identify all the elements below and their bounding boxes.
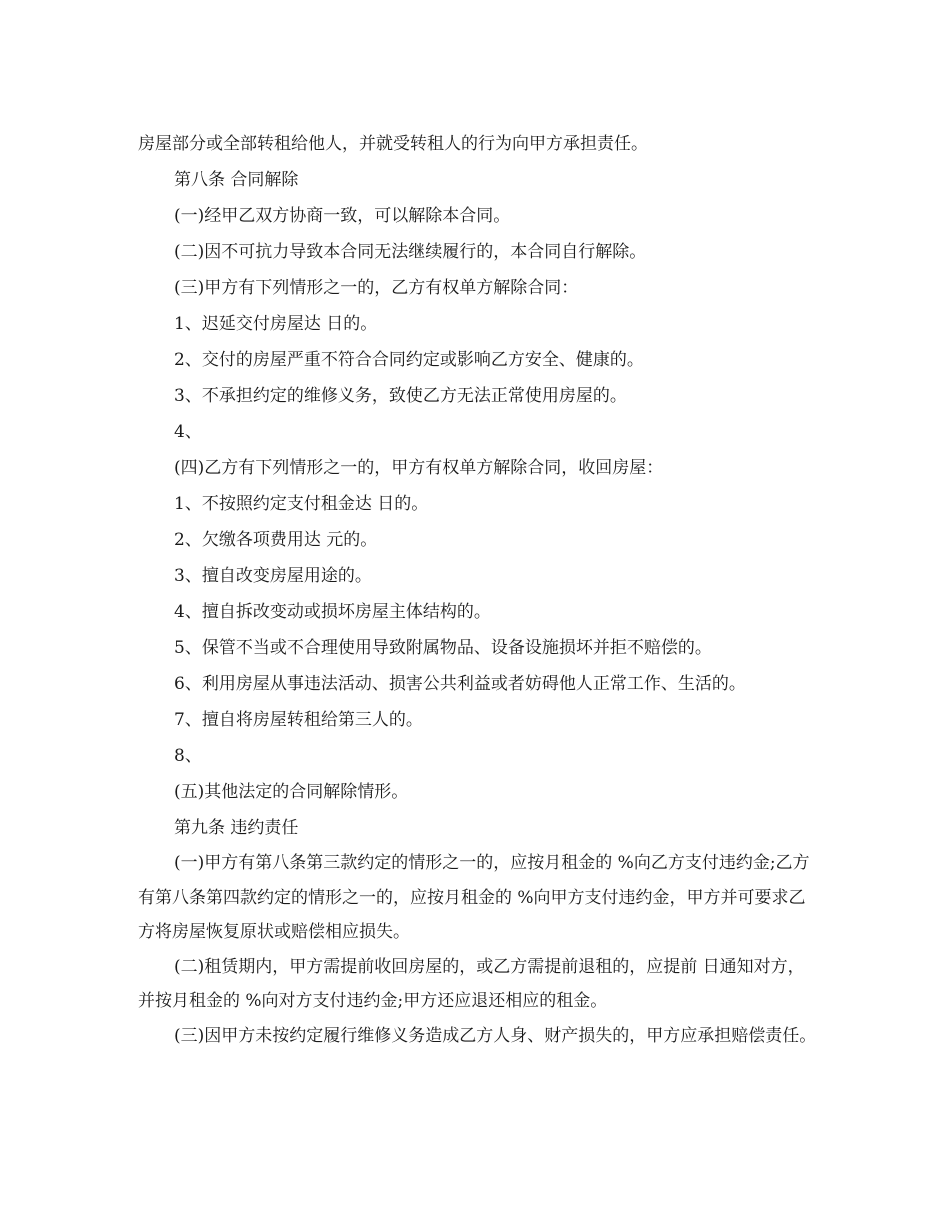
clause-8-3-item-4: 4、	[174, 422, 202, 442]
clause-8-3-item-1: 1、迟延交付房屋达 日的。	[174, 314, 378, 334]
document-body	[138, 126, 818, 1053]
clause-8-4-item-5: 5、保管不当或不合理使用导致附属物品、设备设施损坏并拒不赔偿的。	[174, 638, 712, 658]
clause-8-4-item-2: 2、欠缴各项费用达 元的。	[174, 530, 378, 550]
article-8-title: 第八条 合同解除	[174, 170, 299, 190]
clause-8-4-item-8: 8、	[174, 746, 202, 766]
clause-9-1: (一)甲方有第八条第三款约定的情形之一的，应按月租金的 %向乙方支付违约金;乙方有第八条第四款约定的情形之一的，应按月租金的 %向甲方支付违约金，甲方并可要求乙方将房屋恢复原状或赔偿相应损失。	[138, 853, 810, 942]
paragraph-sublet-continued: 房屋部分或全部转租给他人，并就受转租人的行为向甲方承担责任。	[138, 134, 648, 154]
clause-8-3-item-3: 3、不承担约定的维修义务，致使乙方无法正常使用房屋的。	[174, 386, 627, 406]
clause-8-1: (一)经甲乙双方协商一致，可以解除本合同。	[174, 206, 511, 226]
clause-8-4-item-7: 7、擅自将房屋转租给第三人的。	[174, 710, 423, 730]
clause-8-4-item-3: 3、擅自改变房屋用途的。	[174, 566, 372, 586]
clause-8-3-item-2: 2、交付的房屋严重不符合合同约定或影响乙方安全、健康的。	[174, 350, 644, 370]
clause-9-3: (三)因甲方未按约定履行维修义务造成乙方人身、财产损失的，甲方应承担赔偿责任。	[174, 1025, 817, 1046]
article-9-title: 第九条 违约责任	[174, 818, 299, 838]
clause-8-5: (五)其他法定的合同解除情形。	[174, 782, 409, 802]
clause-8-4-item-1: 1、不按照约定支付租金达 日的。	[174, 494, 429, 514]
clause-8-2: (二)因不可抗力导致本合同无法继续履行的，本合同自行解除。	[174, 242, 647, 262]
clause-8-4-item-6: 6、利用房屋从事违法活动、损害公共利益或者妨碍他人正常工作、生活的。	[174, 674, 746, 694]
clause-9-2: (二)租赁期内，甲方需提前收回房屋的，或乙方需提前退租的，应提前 日通知对方，并按月租金的 %向对方支付违约金;甲方还应退还相应的租金。	[138, 956, 805, 1011]
clause-8-3: (三)甲方有下列情形之一的，乙方有权单方解除合同：	[174, 278, 579, 298]
clause-8-4: (四)乙方有下列情形之一的，甲方有权单方解除合同，收回房屋：	[174, 458, 664, 478]
clause-8-4-item-4: 4、擅自拆改变动或损坏房屋主体结构的。	[174, 602, 491, 622]
